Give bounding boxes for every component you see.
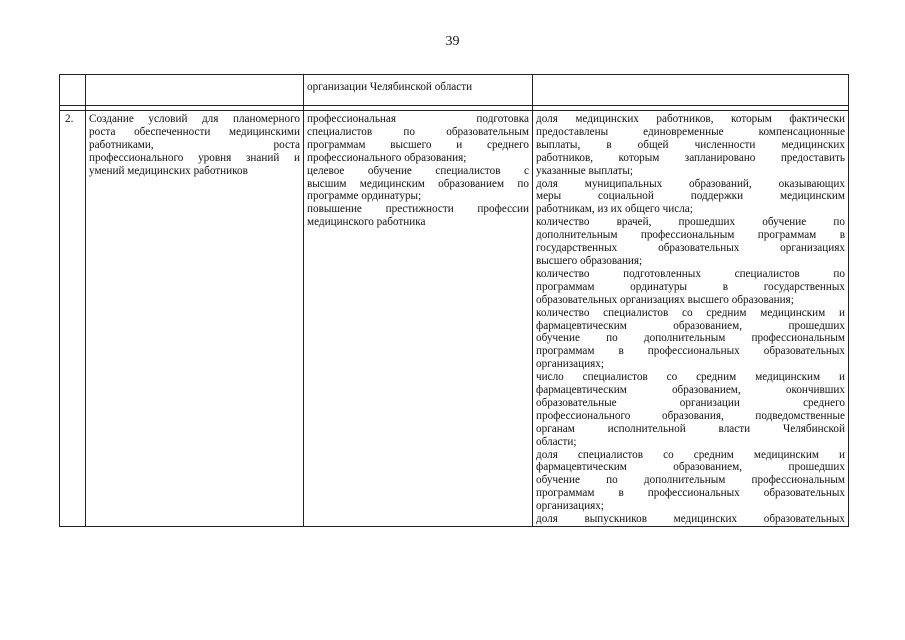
task-cell: [86, 111, 304, 527]
text-line: обучение по дополнительным профессиональным: [536, 474, 845, 487]
text-line: программам ординатуры в государственных: [536, 280, 845, 293]
row-number: 2.: [60, 111, 86, 527]
text-line: фармацевтическим образованием, окончивших: [536, 384, 845, 397]
text-line: умений медицинских работников: [89, 164, 248, 177]
text-line: дополнительным профессиональным программам в: [536, 229, 845, 242]
cell-empty-indicators: [533, 75, 849, 106]
cell-empty-number: [60, 75, 86, 106]
text-line: количество врачей, прошедших обучение по: [536, 216, 845, 229]
text-line: программам в профессиональных образовательных: [536, 487, 845, 500]
cell-continuation-measures: организации Челябинской области: [304, 75, 533, 106]
text-line: органам исполнительной власти Челябинской: [536, 422, 845, 435]
text-line: организациях;: [536, 500, 604, 513]
text-line: работников, которым запланировано предоставить: [536, 151, 845, 164]
text-line: образовательных организациях высшего образования;: [536, 293, 794, 306]
text-line: фармацевтическим образованием, прошедших: [536, 461, 845, 474]
text-line: количество подготовленных специалистов по: [536, 267, 845, 280]
cell-empty-task: [86, 75, 304, 106]
text-line: работникам, из их общего числа;: [536, 203, 693, 216]
page-number: 39: [445, 34, 460, 49]
text-line: указанные выплаты;: [536, 164, 634, 177]
measures-cell: [304, 111, 533, 527]
text-line: предоставлены единовременные компенсационные: [536, 125, 845, 138]
text-line: профессионального образования;: [307, 151, 467, 164]
indicators-cell: [533, 111, 849, 527]
text-line: специалистов по образовательным: [307, 125, 529, 138]
text-line: профессиональная подготовка: [307, 113, 529, 125]
text-line: организациях;: [536, 358, 604, 371]
text-line: повышение престижности профессии: [307, 203, 529, 216]
text-line: выплаты, в общей численности медицинских: [536, 138, 845, 151]
text-line: количество специалистов со средним медицинским и: [536, 306, 845, 319]
text-line: профессионального уровня знаний и: [89, 151, 300, 164]
text-line: медицинского работника: [307, 216, 426, 229]
text-line: меры социальной поддержки медицинским: [536, 190, 845, 203]
table-row-continuation: [60, 75, 849, 106]
text-line: фармацевтическим образованием, прошедших: [536, 319, 845, 332]
text-line: программам высшего и среднего: [307, 138, 529, 151]
text-line: высшим медицинским образованием по: [307, 177, 529, 190]
text-line: число специалистов со средним медицинским и: [536, 371, 845, 384]
text-line: высшего образования;: [536, 254, 643, 267]
text-line: государственных образовательных организациях: [536, 242, 845, 255]
text-line: работниками, роста: [89, 138, 300, 151]
text-line: Создание условий для планомерного: [89, 113, 300, 125]
text-line: роста обеспеченности медицинскими: [89, 125, 300, 138]
text-line: программе ординатуры;: [307, 190, 422, 203]
text-line: обучение по дополнительным профессиональным: [536, 332, 845, 345]
text-line: целевое обучение специалистов с: [307, 164, 529, 177]
text-line: доля специалистов со средним медицинским и: [536, 448, 845, 461]
program-table: [59, 74, 849, 527]
text-line: профессионального образования, подведомственные: [536, 409, 845, 422]
table-row: [60, 111, 849, 527]
text-line: доля муниципальных образований, оказывающих: [536, 177, 845, 190]
text-line: программам в профессиональных образовательных: [536, 345, 845, 358]
text-line: доля выпускников медицинских образовательных: [536, 513, 845, 526]
text-line: области;: [536, 435, 577, 448]
text-line: доля медицинских работников, которым фактически: [536, 113, 845, 125]
text-line: образовательные организации среднего: [536, 396, 845, 409]
